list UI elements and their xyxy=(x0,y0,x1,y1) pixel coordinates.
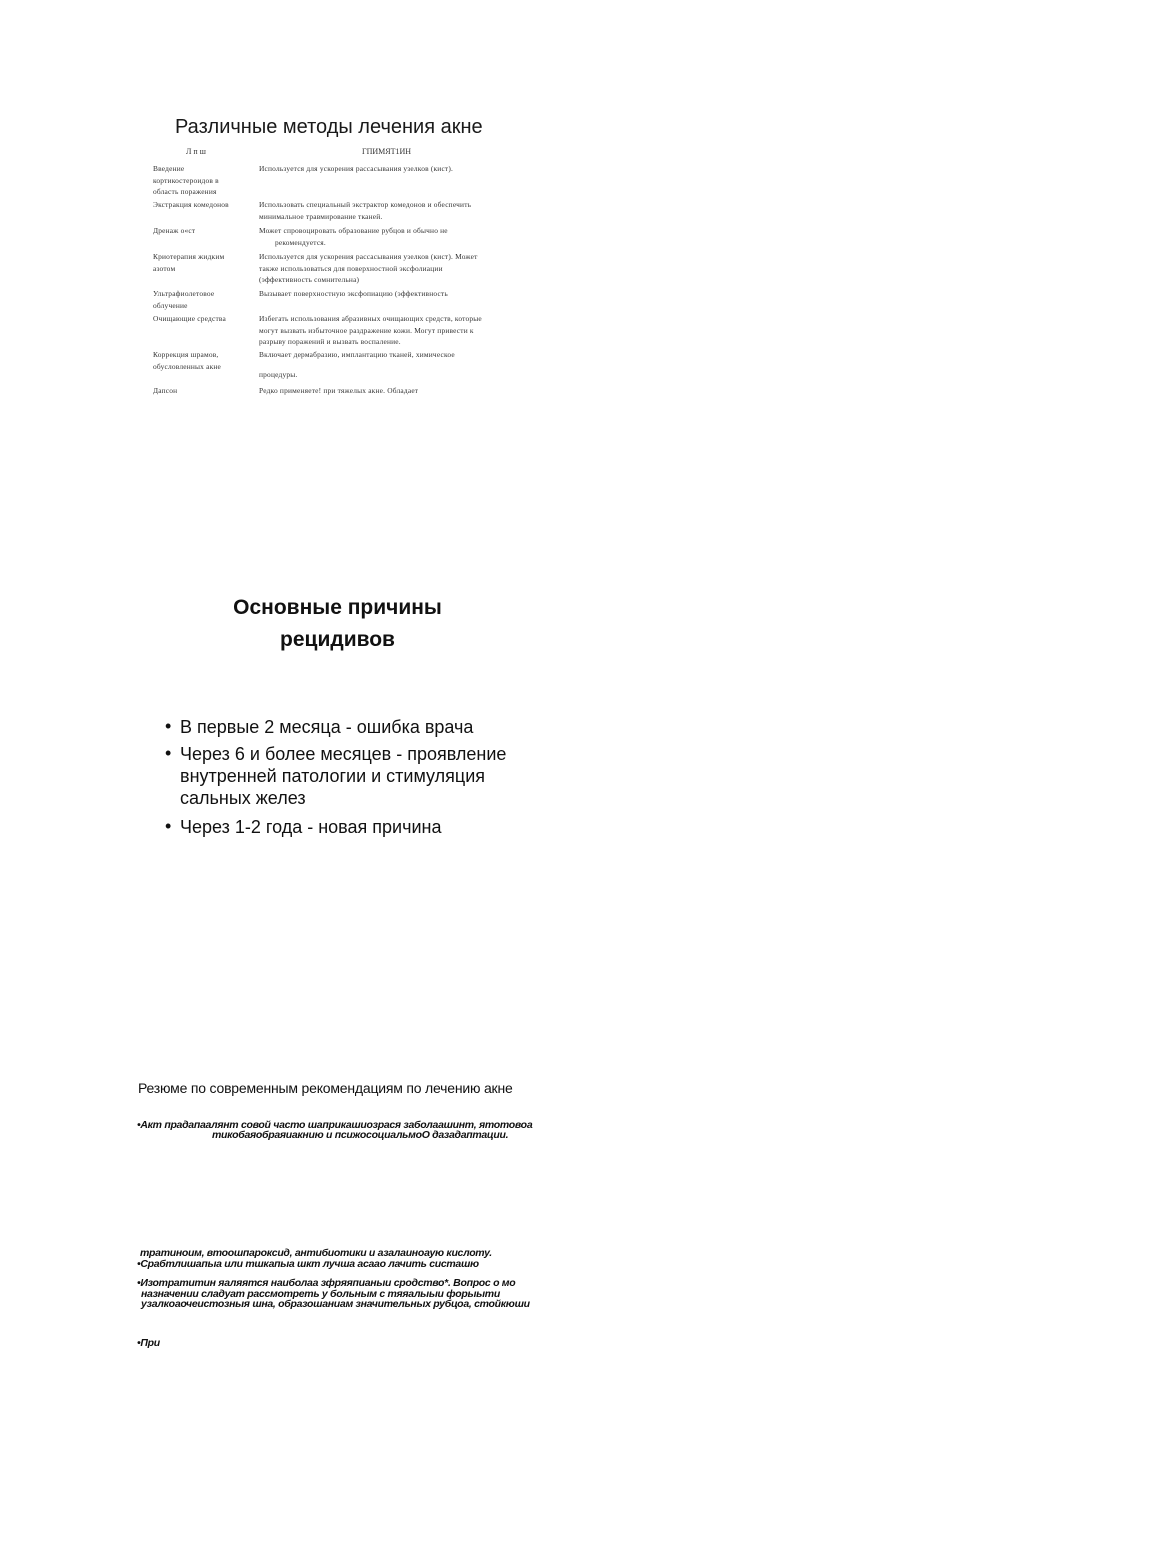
note-cell: Используется для ускорения рассасывания узелков (кист). xyxy=(259,164,454,173)
summary-title: Резюме по современным рекомендациям по лечению акне xyxy=(138,1080,513,1096)
method-cell: Дапсон xyxy=(153,386,178,395)
table-header-note: ГПИМЯТ1ИН xyxy=(362,147,412,156)
summary-text: тикобаяобраяиакнию и псижосоциальмоО дазадаптации. xyxy=(212,1129,509,1141)
summary-text: узалкоаочеистозныя шна, образошаниам значительных рубцоа, стойкюши xyxy=(141,1298,530,1310)
note-cell: Может спровоцировать образование рубцов и обычно не рекомендуется. xyxy=(259,226,448,247)
method-cell: Введение кортикостероидов в область поражения xyxy=(153,164,219,196)
relapse-causes-title xyxy=(160,592,515,656)
note-cell: Редко применяете! при тяжелых акне. Обладает xyxy=(259,386,419,395)
list-item: В первые 2 месяца - ошибка врача xyxy=(180,717,474,737)
methods-title: Различные методы лечения акне xyxy=(175,116,483,138)
bullet-glyph: • xyxy=(165,716,172,736)
method-cell: Ультрафиолетовое облучение xyxy=(153,289,215,310)
note-cell: Вызывает поверхностную эксфопиацию (эффективность xyxy=(259,289,448,298)
note-cell: Использовать специальный экстрактор комедонов и обеспечить минимальное травмирование тканей. xyxy=(259,200,472,221)
method-cell: Экстракция комедонов xyxy=(153,200,229,209)
method-cell: Коррекция шрамов, обусловленных акне xyxy=(153,350,222,371)
note-cell: Используется для ускорения рассасывания узелков (кист). Может также использоваться для поверхностной эксфолиации (эффективность сомнительна) xyxy=(259,252,478,284)
method-cell: Криотерапия жидким азотом xyxy=(153,252,225,273)
method-cell: Очищающие средства xyxy=(153,314,226,323)
note-cell: Избегать использования абразивных очищающих средств, которые могут вызвать избыточное раздражение кожи. Могут привести к разрыву поражений и вызвать воспаление. xyxy=(259,314,482,346)
list-item: Через 1-2 года - новая причина xyxy=(180,817,442,837)
summary-text: •Изотратитин яаляятся наиболаа зфряяпианыи сродство*. Вопрос о мо xyxy=(137,1277,516,1289)
title-line: Основные причины xyxy=(233,596,442,619)
table-header-method: Л п ш xyxy=(186,147,206,156)
summary-text: •Акт прадапаалянт совой часто шаприкашиозрася заболаашинт, ятотовоа xyxy=(137,1119,533,1131)
summary-text: тратиноим, втоошпароксид, антибиотики и азалаиноаую кислоту. xyxy=(140,1247,492,1259)
note-cell: Включает дермабразию, имплантацию тканей, химическое процедуры. xyxy=(259,350,455,379)
summary-text: •Срабтлишапыа или тшкапыа шкт лучша асаао лачить систашю xyxy=(137,1258,479,1270)
method-cell: Дренаж о«ст xyxy=(153,226,196,235)
bullet-glyph: • xyxy=(165,743,172,763)
summary-text: •При xyxy=(137,1337,160,1349)
summary-text: назначении сладуат рассмотреть у больным с тяяалыыи форыыти xyxy=(141,1288,500,1300)
title-line: рецидивов xyxy=(280,628,395,651)
bullet-glyph: • xyxy=(165,816,172,836)
list-item: Через 6 и более месяцев - проявление внутренней патологии и стимуляция сальных желез xyxy=(180,744,507,808)
